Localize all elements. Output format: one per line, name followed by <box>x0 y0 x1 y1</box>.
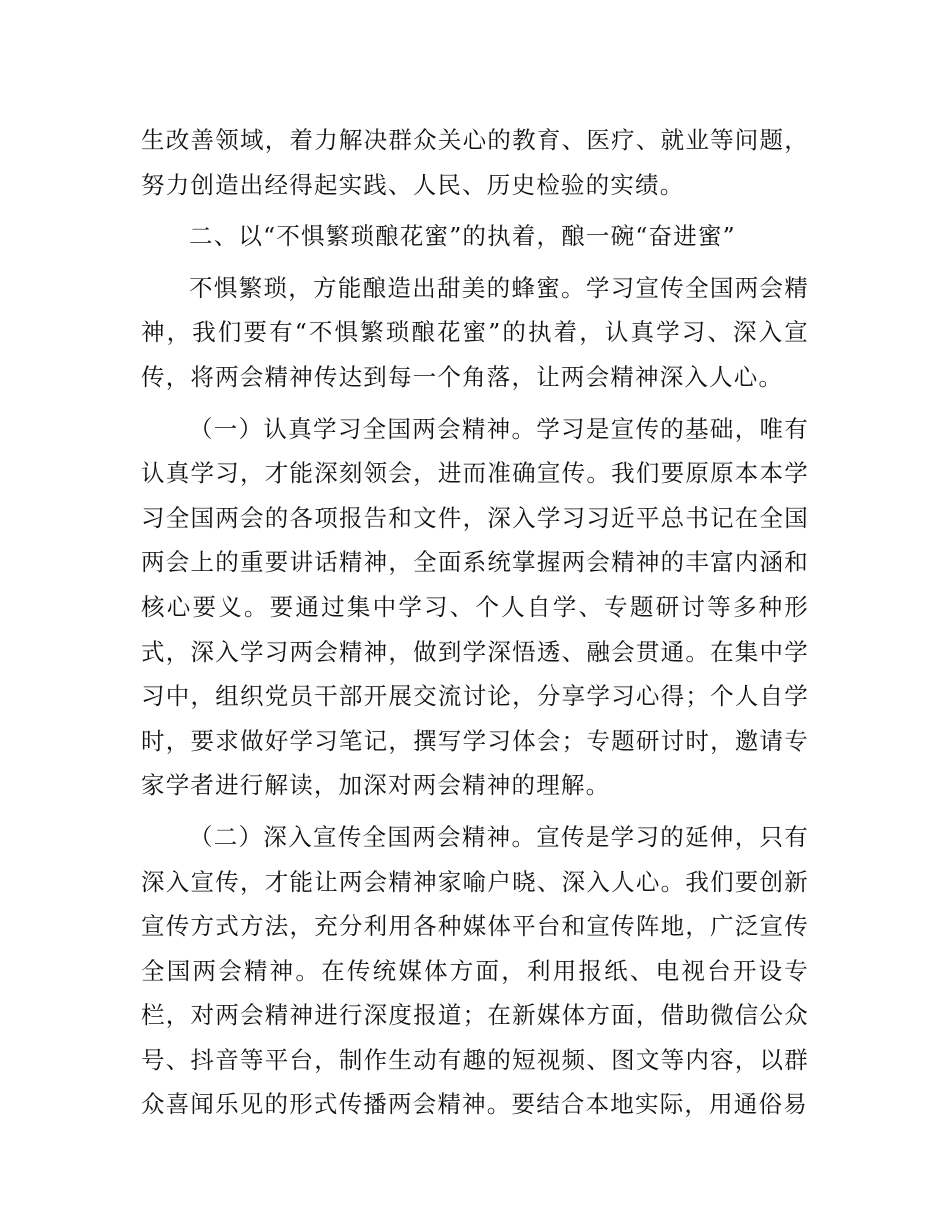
paragraph-continuation: 生改善领域，着力解决群众关心的教育、医疗、就业等问题，努力创造出经得起实践、人民、历史检验的实绩。 <box>141 126 809 199</box>
section-heading: 二、以“不惧繁琐酿花蜜”的执着，酿一碗“奋进蜜” <box>189 222 736 251</box>
document-body <box>141 118 809 1127</box>
paragraph-intro: 不惧繁琐，方能酿造出甜美的蜂蜜。学习宣传全国两会精神，我们要有“不惧繁琐酿花蜜”的执着，认真学习、深入宣传，将两会精神传达到每一个角落，让两会精神深入人心。 <box>141 273 809 391</box>
paragraph-publicity: （二）深入宣传全国两会精神。宣传是学习的延伸，只有深入宣传，才能让两会精神家喻户晓、深入人心。我们要创新宣传方式方法，充分利用各种媒体平台和宣传阵地，广泛宣传全国两会精神。在传统媒体方面，利用报纸、电视台开设专栏，对两会精神进行深度报道；在新媒体方面，借助微信公众号、抖音等平台，制作生动有趣的短视频、图文等内容，以群众喜闻乐见的形式传播两会精神。要结合本地实际，用通俗易 <box>141 822 809 1119</box>
paragraph-study: （一）认真学习全国两会精神。学习是宣传的基础，唯有认真学习，才能深刻领会，进而准确宣传。我们要原原本本学习全国两会的各项报告和文件，深入学习习近平总书记在全国两会上的重要讲话精神，全面系统掌握两会精神的丰富内涵和核心要义。要通过集中学习、个人自学、专题研讨等多种形式，深入学习两会精神，做到学深悟透、融会贯通。在集中学习中，组织党员干部开展交流讨论，分享学习心得；个人自学时，要求做好学习笔记，撰写学习体会；专题研讨时，邀请专家学者进行解读，加深对两会精神的理解。 <box>141 414 809 800</box>
